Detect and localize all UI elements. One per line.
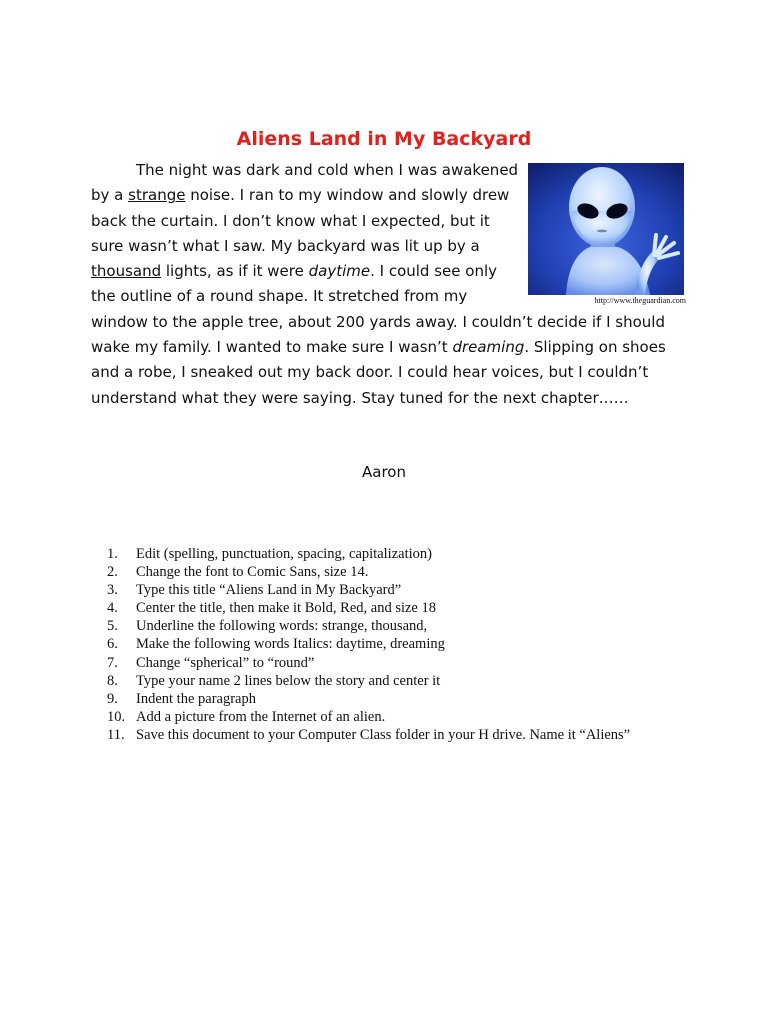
instruction-text: Change the font to Comic Sans, size 14. bbox=[136, 564, 369, 581]
instruction-item bbox=[107, 654, 727, 672]
instruction-number: 3. bbox=[107, 582, 118, 599]
instruction-number: 4. bbox=[107, 600, 118, 617]
instruction-item bbox=[107, 563, 727, 581]
instruction-text: Type this title “Aliens Land in My Backyard” bbox=[136, 582, 402, 599]
instruction-number: 6. bbox=[107, 636, 118, 653]
instruction-text: Make the following words Italics: daytime, dreaming bbox=[136, 636, 445, 653]
instruction-text: Center the title, then make it Bold, Red, and size 18 bbox=[136, 600, 436, 617]
instruction-text: Add a picture from the Internet of an alien. bbox=[136, 708, 386, 725]
instructions-list bbox=[107, 545, 727, 744]
instruction-number: 2. bbox=[107, 564, 118, 581]
instruction-item bbox=[107, 545, 727, 563]
alien-image bbox=[528, 163, 684, 295]
instruction-item bbox=[107, 581, 727, 599]
italic-word-dreaming: dreaming bbox=[452, 338, 525, 357]
alien-figure bbox=[526, 163, 686, 306]
instruction-item bbox=[107, 672, 727, 690]
instruction-item bbox=[107, 617, 727, 635]
instruction-text: Indent the paragraph bbox=[136, 690, 256, 707]
instruction-item bbox=[107, 726, 727, 744]
instruction-number: 7. bbox=[107, 654, 118, 671]
instruction-text: Save this document to your Computer Class folder in your H drive. Name it “Aliens” bbox=[136, 726, 631, 743]
document-title: Aliens Land in My Backyard bbox=[236, 128, 532, 150]
image-caption: http://www.theguardian.com bbox=[594, 296, 686, 305]
italic-word-daytime: daytime bbox=[308, 262, 371, 281]
instruction-item bbox=[107, 635, 727, 653]
story-text-5: . Slipping on shoes and a robe, I sneaked out my back door. I could hear voices, but I couldn’t understand what they were saying. Stay tuned for the next chapter…… bbox=[91, 338, 666, 407]
instruction-item bbox=[107, 599, 727, 617]
story-text-2: noise. I ran to my window and slowly drew back the curtain. I don’t know what I expected, but it sure wasn’t what I saw. My backyard was lit up by a bbox=[91, 186, 510, 255]
story-text-1: The night was dark and cold when I was awakened by a bbox=[91, 161, 519, 205]
story-text-3: lights, as if it were bbox=[161, 262, 309, 281]
instruction-text: Type your name 2 lines below the story and center it bbox=[136, 672, 441, 689]
instruction-item bbox=[107, 690, 727, 708]
author-name: Aaron bbox=[362, 463, 406, 481]
instruction-text: Change “spherical” to “round” bbox=[136, 654, 315, 671]
instruction-text: Edit (spelling, punctuation, spacing, capitalization) bbox=[136, 546, 432, 562]
instruction-number: 1. bbox=[107, 546, 118, 562]
instruction-item bbox=[107, 708, 727, 726]
instruction-text: Underline the following words: strange, thousand, bbox=[136, 618, 428, 635]
instruction-number: 11. bbox=[107, 726, 125, 743]
underlined-word-strange: strange bbox=[128, 186, 186, 205]
instruction-number: 5. bbox=[107, 618, 118, 635]
underlined-word-thousand: thousand bbox=[91, 262, 162, 281]
story-text-4: . I could see only the outline of a round shape. It stretched from my window to the apple tree, about 200 yards away. I couldn’t decide if I should wake my family. I wanted to make sure I wasn’t bbox=[91, 262, 665, 357]
instruction-number: 10. bbox=[107, 708, 126, 725]
instruction-number: 9. bbox=[107, 690, 118, 707]
story-paragraph bbox=[91, 158, 686, 411]
instruction-number: 8. bbox=[107, 672, 118, 689]
